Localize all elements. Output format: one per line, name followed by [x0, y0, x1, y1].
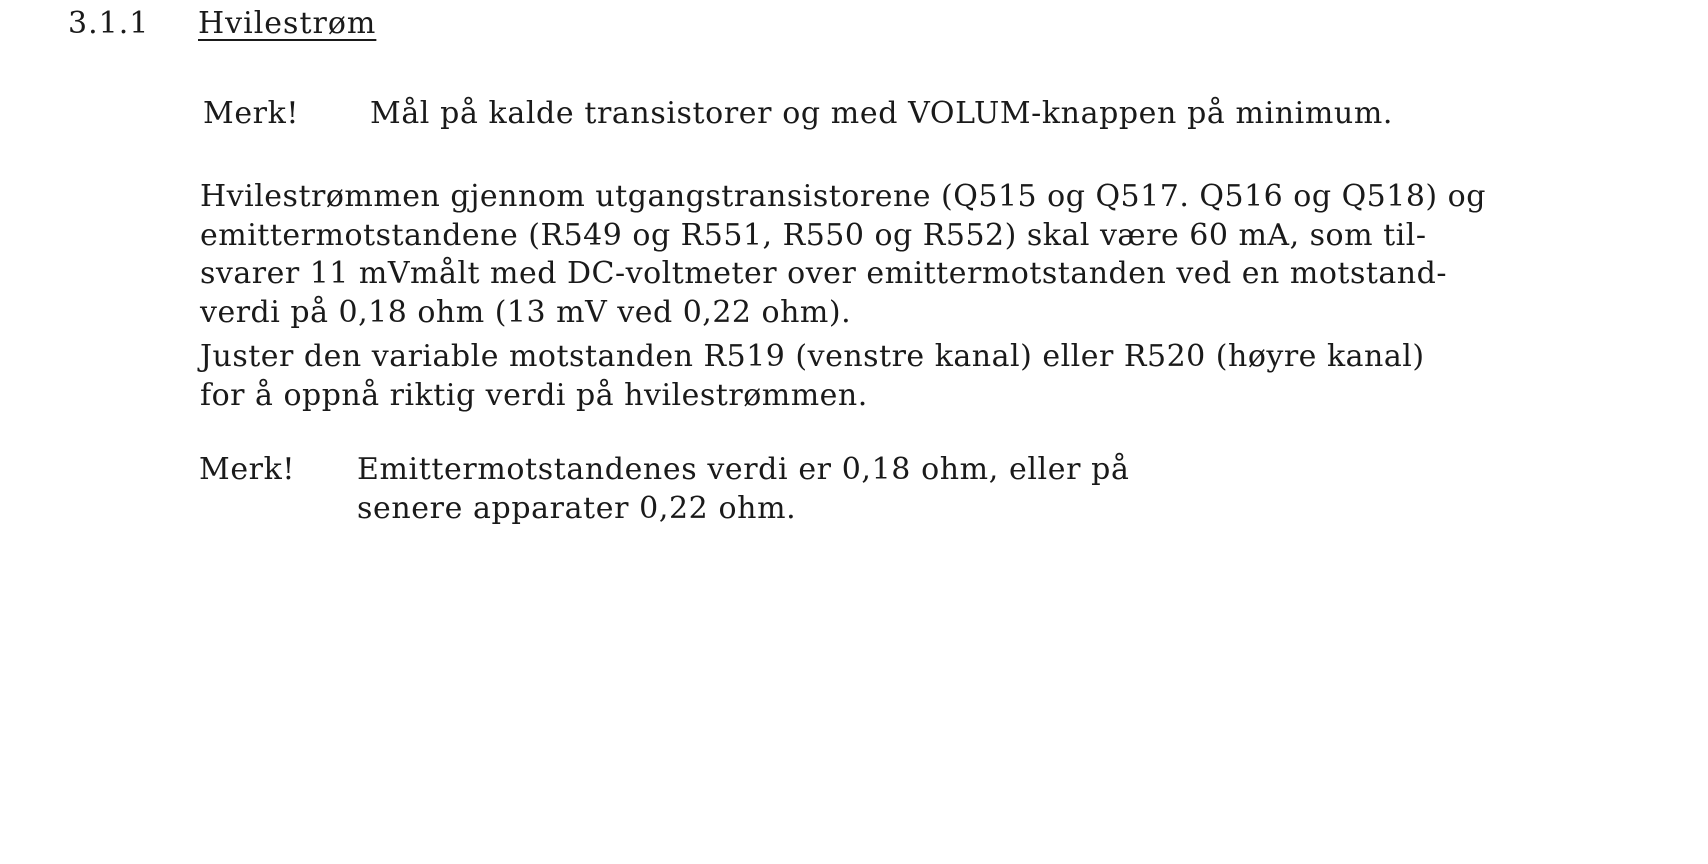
- paragraph-line: emittermotstandene (R549 og R551, R550 og R552) skal være 60 mA, som til-: [200, 217, 1427, 253]
- paragraph-line: for å oppnå riktig verdi på hvilestrømmen.: [200, 377, 868, 413]
- section-number: 3.1.1: [68, 6, 150, 41]
- note-text: Mål på kalde transistorer og med VOLUM-knappen på minimum.: [370, 96, 1394, 131]
- note-cold-transistors: [203, 96, 1393, 131]
- paragraph-idle-current: [200, 178, 1486, 332]
- note-label: Merk!: [203, 96, 300, 131]
- note-line: senere apparater 0,22 ohm.: [357, 491, 797, 526]
- note-label: Merk!: [199, 452, 296, 487]
- paragraph-line: svarer 11 mVmålt med DC-voltmeter over emittermotstanden ved en motstand-: [200, 256, 1447, 291]
- note-body: [357, 450, 1129, 528]
- section-title: Hvilestrøm: [198, 6, 377, 41]
- paragraph-adjust: [200, 338, 1425, 415]
- paragraph-line: Hvilestrømmen gjennom utgangstransistorene (Q515 og Q517. Q516 og Q518) og: [200, 179, 1486, 214]
- paragraph-line: Juster den variable motstanden R519 (venstre kanal) eller R520 (høyre kanal): [200, 339, 1425, 374]
- note-line: Emittermotstandenes verdi er 0,18 ohm, eller på: [357, 452, 1130, 487]
- paragraph-line: verdi på 0,18 ohm (13 mV ved 0,22 ohm).: [200, 294, 852, 330]
- section-heading: [68, 6, 376, 41]
